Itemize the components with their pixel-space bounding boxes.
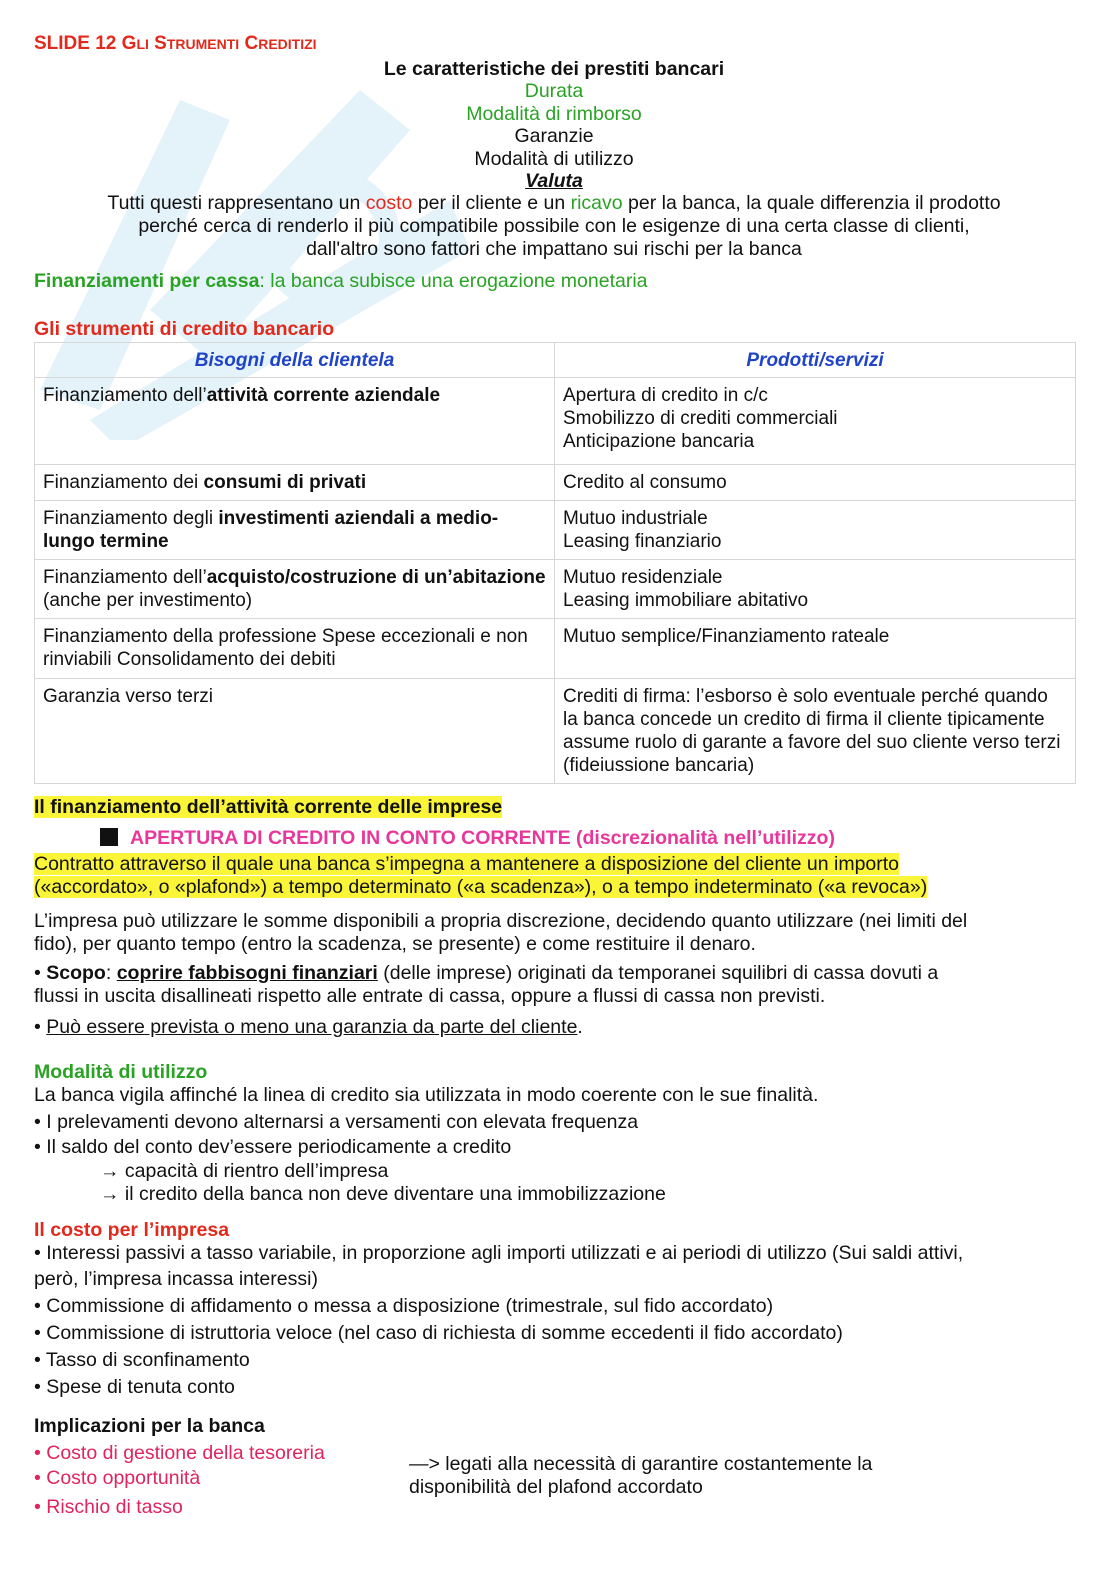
usage-intro: La banca vigila affinché la linea di credito sia utilizzata in modo coerente con le sue finalità. xyxy=(34,1084,819,1106)
scope-line2: flussi in uscita disallineati rispetto alle entrate di cassa, oppure a flussi di cassa non previsti. xyxy=(34,985,826,1007)
usage-arrow-1: → capacità di rientro dell’impresa xyxy=(100,1160,389,1182)
column-header-products: Prodotti/servizi xyxy=(555,343,1076,378)
cost-bullet-5: • Spese di tenuta conto xyxy=(34,1376,235,1398)
implications-note-line1: —> legati alla necessità di garantire costantemente la xyxy=(409,1453,873,1475)
products-cell: Mutuo semplice/Finanziamento rateale xyxy=(555,619,1076,679)
feature-item-durata: Durata xyxy=(524,80,584,102)
cost-bullet-1-line2: però, l’impresa incassa interessi) xyxy=(34,1268,318,1290)
need-cell: Garanzia verso terzi xyxy=(35,679,555,784)
cost-title: Il costo per l’impresa xyxy=(34,1219,230,1241)
usage-bullet-1: • I prelevamenti devono alternarsi a versamenti con elevata frequenza xyxy=(34,1111,639,1133)
cash-financing-line: Finanziamenti per cassa: la banca subisce una erogazione monetaria xyxy=(34,270,648,292)
table-row xyxy=(35,560,1076,619)
implication-item-3: • Rischio di tasso xyxy=(34,1496,183,1518)
table-row xyxy=(35,619,1076,679)
features-paragraph-line3: dall'altro sono fattori che impattano sui rischi per la banca xyxy=(306,238,802,260)
definition-line2: («accordato», o «plafond») a tempo determinato («a scadenza»), o a tempo indeterminato («a revoca») xyxy=(34,876,928,898)
guarantee-line: • Può essere prevista o meno una garanzia da parte del cliente. xyxy=(34,1016,583,1038)
products-cell: Credito al consumo xyxy=(555,465,1076,501)
features-title: Le caratteristiche dei prestiti bancari xyxy=(383,58,725,80)
definition-line1: Contratto attraverso il quale una banca s’impegna a mantenere a disposizione del cliente un importo xyxy=(34,853,900,875)
products-cell: Apertura di credito in c/c Smobilizzo di crediti commerciali Anticipazione bancaria xyxy=(555,378,1076,465)
slide-header xyxy=(34,32,317,56)
cost-bullet-1-line1: • Interessi passivi a tasso variabile, in proporzione agli importi utilizzati e ai periodi di utilizzo (Sui saldi attivi, xyxy=(34,1242,964,1264)
usage-bullet-2: • Il saldo del conto dev’essere periodicamente a credito xyxy=(34,1136,512,1158)
square-bullet-icon xyxy=(100,828,118,846)
features-paragraph xyxy=(0,192,1108,261)
implication-item-1: • Costo di gestione della tesoreria xyxy=(34,1442,325,1464)
implication-item-2: • Costo opportunità xyxy=(34,1467,201,1489)
implications-note-line2: disponibilità del plafond accordato xyxy=(409,1476,703,1498)
feature-item-rimborso: Modalità di rimborso xyxy=(466,103,642,125)
need-cell: Finanziamento dei consumi di privati xyxy=(35,465,555,501)
usage-title: Modalità di utilizzo xyxy=(34,1061,208,1083)
instruments-table xyxy=(34,342,1076,784)
need-cell: Finanziamento dell’acquisto/costruzione di un’abitazione (anche per investimento) xyxy=(35,560,555,619)
table-row xyxy=(35,378,1076,465)
implications-title: Implicazioni per la banca xyxy=(34,1415,265,1437)
slide-number: SLIDE 12 xyxy=(34,33,117,54)
feature-item-garanzie: Garanzie xyxy=(514,125,594,147)
features-paragraph-line2: perché cerca di renderlo il più compatibile possibile con le esigenze di una certa classe di clienti, xyxy=(138,215,970,237)
feature-item-valuta: Valuta xyxy=(525,170,583,192)
features-paragraph-line1: Tutti questi rappresentano un costo per il cliente e un ricavo per la banca, la quale differenzia il prodotto xyxy=(107,192,1001,214)
products-cell: Crediti di firma: l’esborso è solo eventuale perché quando la banca concede un credito di firma il cliente tipicamente assume ruolo di garante a favore del suo cliente verso terzi (fideiussione bancaria) xyxy=(555,679,1076,784)
table-header-row xyxy=(35,343,1076,378)
table-row xyxy=(35,679,1076,784)
slide-title: GLI STRUMENTI CREDITIZI xyxy=(121,33,317,54)
usage-desc-line2: fido), per quanto tempo (entro la scadenza, se presente) e come restituire il denaro. xyxy=(34,933,756,955)
table-row xyxy=(35,501,1076,560)
current-activity-title: Il finanziamento dell’attività corrente delle imprese xyxy=(34,796,503,818)
usage-arrow-2: → il credito della banca non deve diventare una immobilizzazione xyxy=(100,1183,666,1205)
usage-desc-line1: L’impresa può utilizzare le somme disponibili a propria discrezione, decidendo quanto utilizzare (nei limiti del xyxy=(34,910,968,932)
instruments-title: Gli strumenti di credito bancario xyxy=(34,318,335,340)
credit-opening-heading: APERTURA DI CREDITO IN CONTO CORRENTE (discrezionalità nell’utilizzo) xyxy=(100,827,835,850)
feature-item-utilizzo: Modalità di utilizzo xyxy=(474,148,634,170)
need-cell: Finanziamento degli investimenti aziendali a medio-lungo termine xyxy=(35,501,555,560)
cost-bullet-3: • Commissione di istruttoria veloce (nel caso di richiesta di somme eccedenti il fido accordato) xyxy=(34,1322,843,1344)
cost-bullet-2: • Commissione di affidamento o messa a disposizione (trimestrale, sul fido accordato) xyxy=(34,1295,774,1317)
cost-bullet-4: • Tasso di sconfinamento xyxy=(34,1349,250,1371)
column-header-needs: Bisogni della clientela xyxy=(35,343,555,378)
need-cell: Finanziamento della professione Spese eccezionali e non rinviabili Consolidamento dei debiti xyxy=(35,619,555,679)
table-row xyxy=(35,465,1076,501)
need-cell: Finanziamento dell’attività corrente aziendale xyxy=(35,378,555,465)
scope-line1: • Scopo: coprire fabbisogni finanziari (delle imprese) originati da temporanei squilibri di cassa dovuti a xyxy=(34,962,939,984)
products-cell: Mutuo industriale Leasing finanziario xyxy=(555,501,1076,560)
products-cell: Mutuo residenziale Leasing immobiliare abitativo xyxy=(555,560,1076,619)
